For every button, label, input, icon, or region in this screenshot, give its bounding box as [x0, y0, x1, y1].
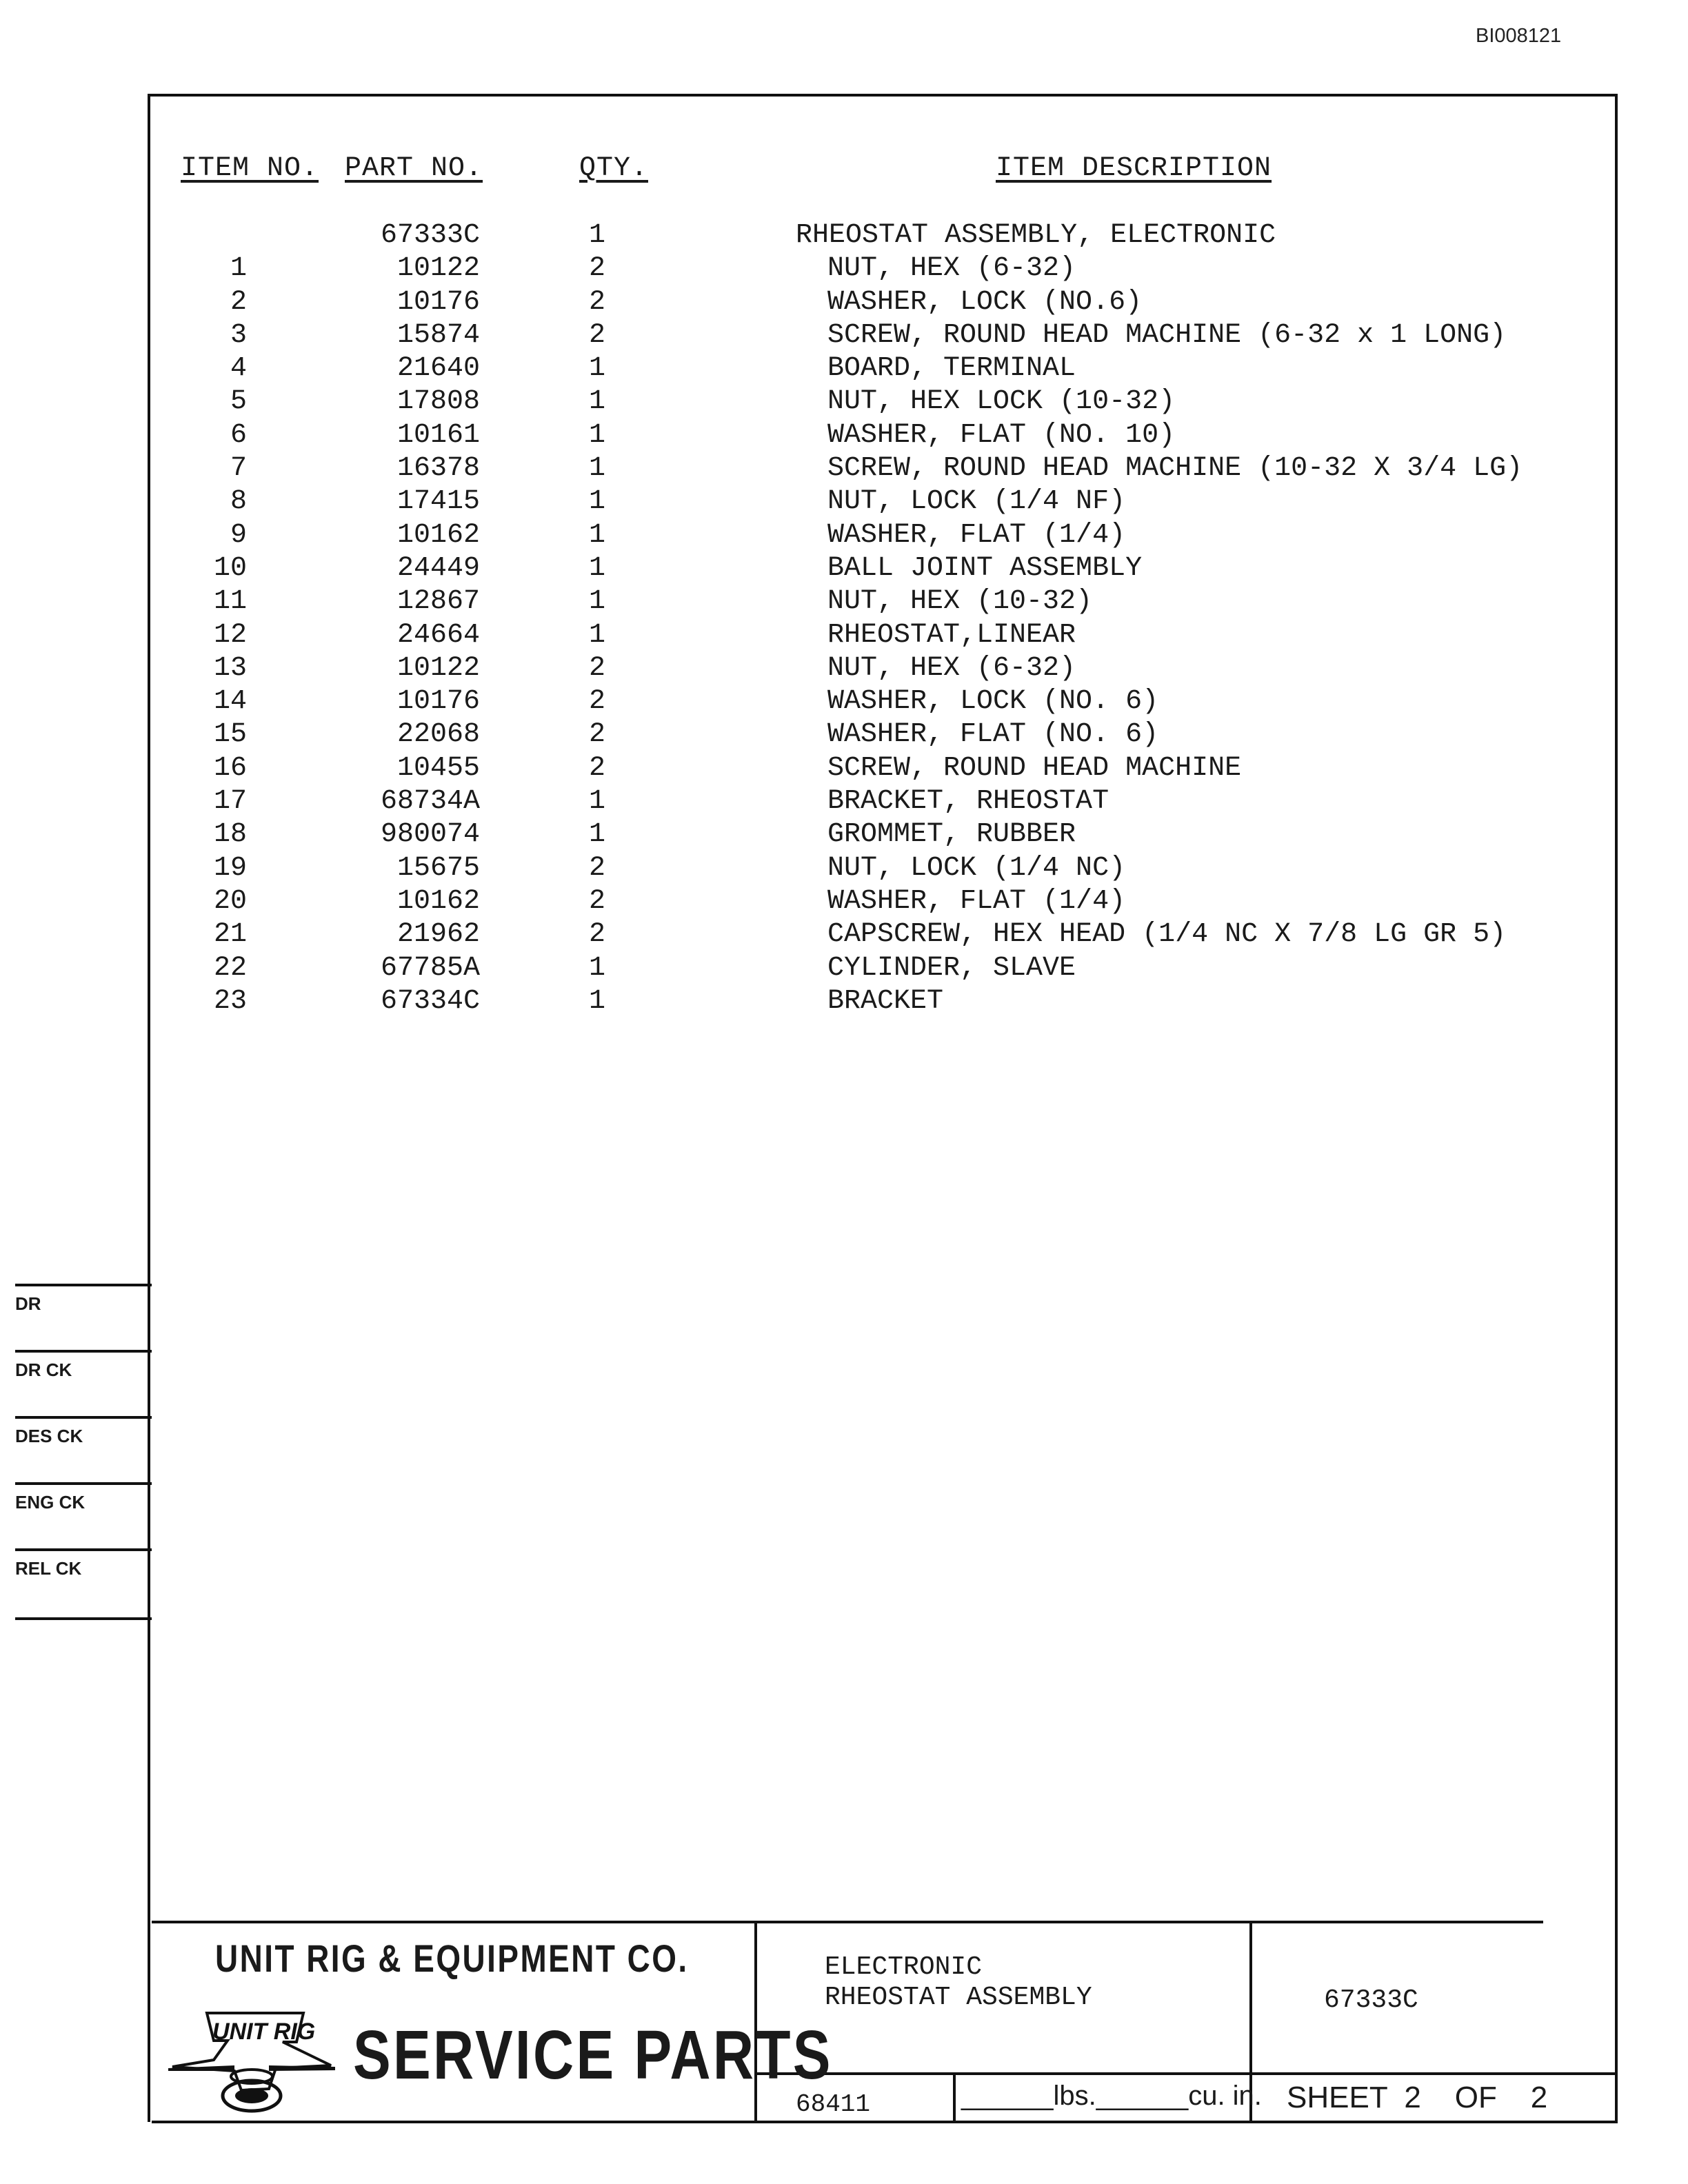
table-row: [0, 818, 1688, 851]
cell-qty: 2: [588, 652, 605, 684]
drawing-title-line-1: ELECTRONIC: [825, 1952, 983, 1982]
check-rule: [15, 1350, 152, 1353]
cell-part-no: 15874: [396, 319, 480, 351]
cell-qty: 2: [588, 253, 605, 285]
table-row: [0, 918, 1688, 951]
cell-part-no: 21640: [396, 353, 480, 385]
cell-part-no: 24449: [396, 552, 480, 584]
cell-part-no: 67334C: [380, 985, 480, 1017]
cell-item-no: 13: [213, 652, 247, 684]
drawing-number: 68411: [796, 2090, 871, 2119]
cell-part-no: 10162: [396, 885, 480, 917]
table-row: [0, 619, 1688, 652]
cell-part-no: 67333C: [380, 220, 480, 251]
cell-part-no: 17808: [396, 386, 480, 418]
cell-description: GROMMET, RUBBER: [827, 819, 1076, 851]
cell-description: NUT, HEX (10-32): [827, 586, 1093, 618]
check-rule: [15, 1548, 152, 1551]
cell-qty: 2: [588, 319, 605, 351]
cell-qty: 1: [588, 619, 605, 651]
cell-item-no: 23: [213, 985, 247, 1017]
cell-description: WASHER, FLAT (1/4): [827, 885, 1126, 917]
cell-qty: 1: [588, 353, 605, 385]
cell-item-no: 22: [213, 952, 247, 984]
cell-qty: 1: [588, 386, 605, 418]
cell-description: SCREW, ROUND HEAD MACHINE: [827, 752, 1242, 784]
cell-part-no: 15675: [396, 852, 480, 884]
table-row: [0, 585, 1688, 618]
title-block-divider: [953, 2074, 956, 2122]
cell-part-no: 21962: [396, 919, 480, 951]
cell-item-no: 17: [213, 786, 247, 818]
cell-description: CAPSCREW, HEX HEAD (1/4 NC X 7/8 LG GR 5): [827, 919, 1507, 951]
cell-item-no: 6: [230, 419, 247, 451]
cell-qty: 1: [588, 552, 605, 584]
cell-item-no: 20: [213, 885, 247, 917]
table-row: [0, 652, 1688, 685]
cell-qty: 1: [588, 419, 605, 451]
table-row: [0, 552, 1688, 585]
cell-item-no: 2: [230, 286, 247, 318]
cell-description: BRACKET: [827, 985, 944, 1017]
cell-item-no: 11: [213, 586, 247, 618]
cell-qty: 1: [588, 819, 605, 851]
cell-description: WASHER, FLAT (NO. 6): [827, 719, 1159, 751]
table-row: [0, 685, 1688, 718]
check-rule: [15, 1416, 152, 1419]
cell-item-no: 1: [230, 253, 247, 285]
header-part-no: PART NO.: [345, 153, 483, 184]
check-rule: [15, 1617, 152, 1620]
cell-description: WASHER, FLAT (1/4): [827, 519, 1126, 551]
cell-qty: 1: [588, 952, 605, 984]
cell-qty: 1: [588, 586, 605, 618]
table-row: [0, 752, 1688, 785]
cell-item-no: 15: [213, 719, 247, 751]
cell-item-no: 10: [213, 552, 247, 584]
cell-part-no: 12867: [396, 586, 480, 618]
logo-text: UNIT RIG: [212, 2019, 316, 2045]
cell-qty: 2: [588, 752, 605, 784]
weight-volume-field: ______lbs.______cu. in.: [961, 2081, 1262, 2111]
document-id: BI008121: [1476, 25, 1562, 47]
table-row: [0, 885, 1688, 918]
cell-item-no: 8: [230, 486, 247, 518]
cell-part-no: 68734A: [380, 786, 480, 818]
cell-description: WASHER, LOCK (NO. 6): [827, 686, 1159, 718]
table-row: [0, 452, 1688, 485]
title-block-divider: [756, 2072, 1618, 2075]
check-label: DR: [15, 1293, 41, 1314]
cell-qty: 1: [588, 519, 605, 551]
header-qty: QTY.: [579, 153, 649, 184]
cell-part-no: 67785A: [380, 952, 480, 984]
cell-description: SCREW, ROUND HEAD MACHINE (6-32 x 1 LONG): [827, 319, 1507, 351]
table-row: [0, 352, 1688, 385]
cell-description: SCREW, ROUND HEAD MACHINE (10-32 X 3/4 LG): [827, 453, 1523, 485]
cell-part-no: 10161: [396, 419, 480, 451]
cell-qty: 1: [588, 486, 605, 518]
cell-item-no: 7: [230, 453, 247, 485]
cell-qty: 2: [588, 885, 605, 917]
cell-item-no: 21: [213, 919, 247, 951]
cell-description: BOARD, TERMINAL: [827, 353, 1076, 385]
frame-bottom-rule: [152, 2121, 1618, 2123]
table-row: [0, 385, 1688, 418]
cell-qty: 2: [588, 286, 605, 318]
header-item-description: ITEM DESCRIPTION: [996, 153, 1272, 184]
parts-table: [0, 219, 1688, 1018]
cell-item-no: 16: [213, 752, 247, 784]
cell-description: RHEOSTAT ASSEMBLY, ELECTRONIC: [796, 220, 1276, 251]
cell-part-no: 10176: [396, 286, 480, 318]
cell-qty: 1: [588, 985, 605, 1017]
service-parts-label: SERVICE PARTS: [353, 2016, 833, 2094]
cell-item-no: 18: [213, 819, 247, 851]
cell-description: WASHER, LOCK (NO.6): [827, 286, 1143, 318]
cell-part-no: 16378: [396, 453, 480, 485]
cell-description: NUT, LOCK (1/4 NF): [827, 486, 1126, 518]
drawing-title-line-2: RHEOSTAT ASSEMBLY: [825, 1983, 1092, 2012]
cell-part-no: 10455: [396, 752, 480, 784]
table-row: [0, 785, 1688, 818]
cell-item-no: 3: [230, 319, 247, 351]
cell-qty: 1: [588, 786, 605, 818]
cell-item-no: 9: [230, 519, 247, 551]
cell-qty: 2: [588, 919, 605, 951]
table-row: [0, 252, 1688, 285]
table-row: [0, 985, 1688, 1018]
cell-item-no: 5: [230, 386, 247, 418]
table-row: [0, 286, 1688, 319]
check-label: DR CK: [15, 1359, 72, 1380]
cell-qty: 2: [588, 852, 605, 884]
check-rule: [15, 1284, 152, 1286]
table-row-assembly: [0, 219, 1688, 252]
table-row: [0, 952, 1688, 985]
check-label: DES CK: [15, 1426, 83, 1446]
cell-part-no: 22068: [396, 719, 480, 751]
cell-qty: 1: [588, 220, 605, 251]
cell-description: BRACKET, RHEOSTAT: [827, 786, 1109, 818]
cell-description: NUT, HEX (6-32): [827, 652, 1076, 684]
cell-description: BALL JOINT ASSEMBLY: [827, 552, 1143, 584]
cell-part-no: 24664: [396, 619, 480, 651]
cell-part-no: 10122: [396, 253, 480, 285]
title-part-number: 67333C: [1324, 1985, 1418, 2015]
cell-part-no: 10122: [396, 652, 480, 684]
cell-part-no: 10176: [396, 686, 480, 718]
check-rule: [15, 1482, 152, 1485]
cell-description: CYLINDER, SLAVE: [827, 952, 1076, 984]
check-label: REL CK: [15, 1558, 82, 1579]
cell-description: NUT, LOCK (1/4 NC): [827, 852, 1126, 884]
cell-qty: 2: [588, 686, 605, 718]
table-row: [0, 319, 1688, 352]
cell-part-no: 10162: [396, 519, 480, 551]
sheet-number: SHEET 2 OF 2: [1287, 2081, 1548, 2114]
cell-description: NUT, HEX LOCK (10-32): [827, 386, 1176, 418]
cell-item-no: 14: [213, 686, 247, 718]
cell-description: NUT, HEX (6-32): [827, 253, 1076, 285]
table-row: [0, 485, 1688, 518]
table-row: [0, 718, 1688, 751]
check-label: ENG CK: [15, 1492, 86, 1513]
unit-rig-logo: [165, 1999, 338, 2116]
cell-part-no: 17415: [396, 486, 480, 518]
table-row: [0, 519, 1688, 552]
header-item-no: ITEM NO.: [181, 153, 319, 184]
cell-item-no: 19: [213, 852, 247, 884]
cell-part-no: 980074: [380, 819, 480, 851]
title-block-top-rule: [152, 1921, 1543, 1923]
cell-description: WASHER, FLAT (NO. 10): [827, 419, 1176, 451]
table-row: [0, 852, 1688, 885]
cell-qty: 1: [588, 453, 605, 485]
company-name: UNIT RIG & EQUIPMENT CO.: [215, 1937, 689, 1980]
cell-qty: 2: [588, 719, 605, 751]
table-row: [0, 419, 1688, 452]
cell-item-no: 4: [230, 353, 247, 385]
cell-item-no: 12: [213, 619, 247, 651]
cell-description: RHEOSTAT,LINEAR: [827, 619, 1076, 651]
